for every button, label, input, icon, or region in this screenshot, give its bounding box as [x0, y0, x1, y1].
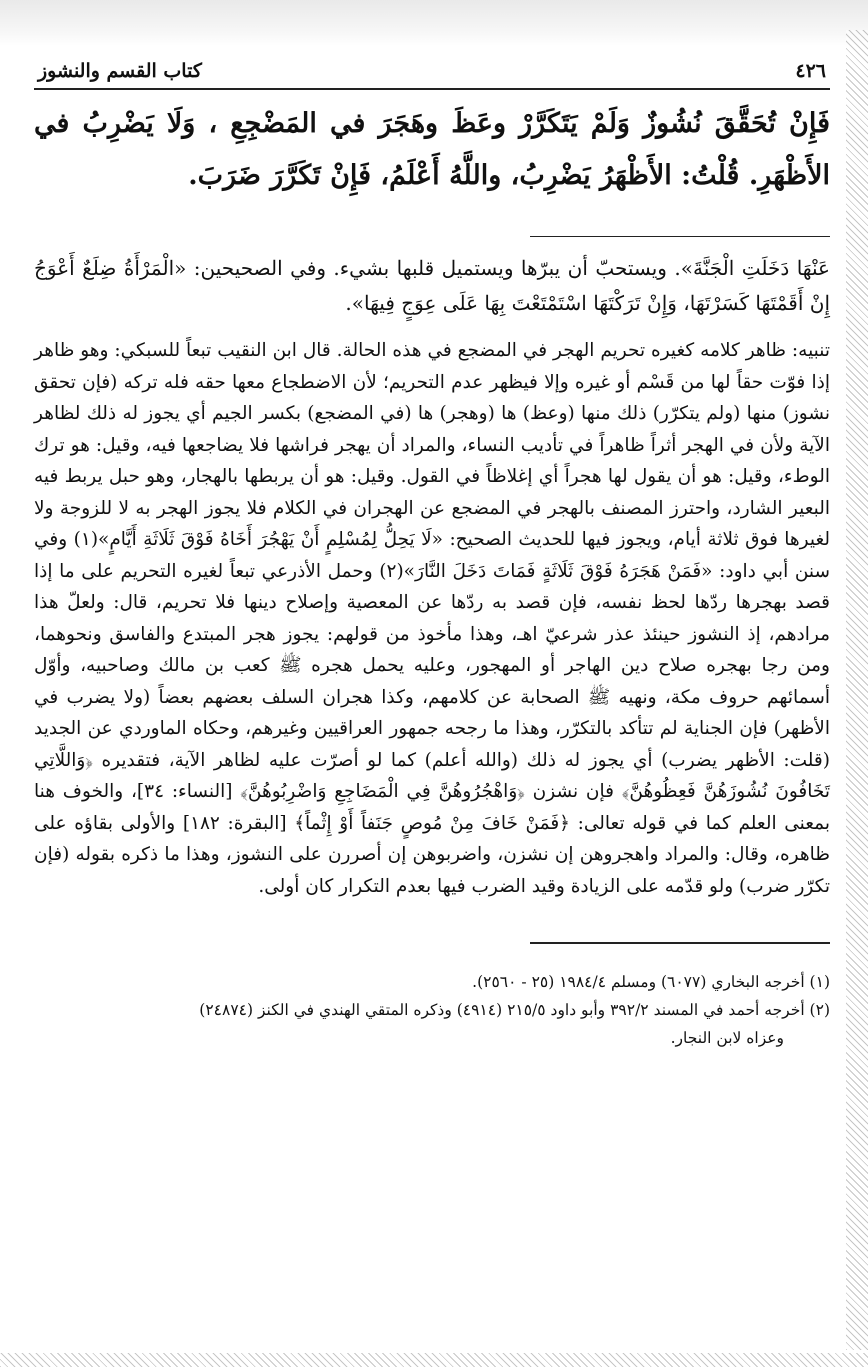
footnote-2: (٢) أخرجه أحمد في المسند ٣٩٢/٢ وأبو داود ٢١٥/٥ (٤٩١٤) وذكره المتقي الهندي في الكنز (٢٤٨٧٤) — [199, 1001, 830, 1019]
decorative-border-right — [846, 30, 868, 1350]
commentary — [34, 335, 830, 902]
footnote-1: (١) أخرجه البخاري (٦٠٧٧) ومسلم ١٩٨٤/٤ (٢٥ - ٢٥٦٠). — [472, 973, 830, 991]
matn-text: فَإِنْ تُحَقَّقَ نُشُوزٌ وَلَمْ يَتَكَرَّرْ وعَظَ وهَجَرَ في المَضْجِعِ ، وَلَا يَضْرِبُ في الأَظْهَرِ. قُلْتُ: الأَظْهَرُ يَضْرِبُ، واللَّهُ أَعْلَمُ، فَإِنْ تَكَرَّرَ ضَرَبَ. — [34, 108, 830, 191]
decorative-border-bottom — [0, 1353, 868, 1367]
page-header — [34, 58, 830, 90]
book-title: كتاب القسم والنشوز — [38, 60, 202, 82]
scan-top-edge — [0, 0, 868, 46]
commentary-paragraph: تنبيه: ظاهر كلامه كغيره تحريم الهجر في المضجع في هذه الحالة. قال ابن النقيب تبعاً للسبكي: وهو ظاهر إذا فوّت حقاً لها من قَسْم أو غيره وإلا فيظهر عدم التحريم؛ لأن الاضطجاع معها حقه فله تركه (فإن تحقق نشوز) منها (ولم يتكرّر) ذلك منها (وعظ) ها (وهجر) ها (في المضجع) بكسر الجيم أي يجوز له ذلك لظاهر الآية ولأن في الهجر أثراً ظاهراً في تأديب النساء، والمراد أن يهجر فراشها فلا يضاجعها فيه، وقيل: هو ترك الوطء، وقيل: هو أن يقول لها هجراً أي إغلاظاً في القول. وقيل: هو أن يربطها بالهجار، وهو حبل يربط فيه البعير الشارد، واحترز المصنف بالهجر في المضجع عن الهجران في الكلام فلا يجوز الهجر به لا للزوجة ولا لغيرها فوق ثلاثة أيام، ويجوز فيها للحديث الصحيح: «لَا يَحِلُّ لِمُسْلِمٍ أَنْ يَهْجُرَ أَخَاهُ فَوْقَ ثَلَاثَةِ أَيَّامٍ»(١) وفي سنن أبي داود: «فَمَنْ هَجَرَهُ فَوْقَ ثَلَاثَةٍ فَمَاتَ دَخَلَ النَّارَ»(٢) وحمل الأذرعي تبعاً لغيره التحريم على ما إذا قصد بهجرها ردّها لحظ نفسه، فإن قصد به ردّها عن المعصية وإصلاح دينها فلا تحريم، قال: ولعلّ هذا مرادهم، إذ النشوز حينئذ عذر شرعيّ اهـ، وهذا مأخوذ من قولهم: يجوز هجر المبتدع والفاسق ونحوهما، ومن رجا بهجره صلاح دين الهاجر أو المهجور، وعليه يحمل هجره ﷺ كعب بن مالك وصاحبيه، وأوّل أسمائهم حروف مكة، ونهيه ﷺ الصحابة عن كلامهم، وكذا هجران السلف بعضهم بعضاً (ولا يضرب في الأظهر) فإن الجناية لم تتأكد بالتكرّر، وهذا ما رجحه جمهور العراقيين وغيرهم، وحكاه الماوردي عن الجديد (قلت: الأظهر يضرب) أي يجوز له ذلك (والله أعلم) كما لو أصرّت عليه لظاهر الآية، فتقديره ﴿وَاللَّاتِي تَخَافُونَ نُشُوزَهُنَّ فَعِظُوهُنَّ﴾ فإن نشزن ﴿وَاهْجُرُوهُنَّ فِي الْمَضَاجِعِ وَاضْرِبُوهُنَّ﴾ [النساء: ٣٤]، والخوف هنا بمعنى العلم كما في قوله تعالى: ﴿فَمَنْ خَافَ مِنْ مُوصٍ جَنَفاً أَوْ إِثْماً﴾ [البقرة: ١٨٢] والأولى بقاؤه على ظاهره، وقال: والمراد واهجروهن إن نشزن، واضربوهن إن أصررن على النشوز، وهذا ما ذكره بقوله (فإن تكرّر ضرب) ولو قدّمه على الزيادة وقيد الضرب فيها بعدم التكرار كان أولى. — [34, 340, 831, 897]
matn-separator — [530, 236, 830, 237]
book-page — [34, 58, 830, 1052]
footnote-2-continuation: وعزاه لابن النجار. — [670, 1029, 784, 1047]
page-number: ٤٢٦ — [795, 60, 826, 82]
footnotes — [34, 968, 830, 1052]
footnote-separator — [530, 942, 830, 944]
hadith-paragraph: عَنْهَا دَخَلَتِ الْجَنَّةَ». ويستحبّ أن يبرّها ويستميل قلبها بشيء. وفي الصحيحين: «الْمَرْأَةُ ضِلَعٌ أَعْوَجُ إِنْ أَقَمْتَهَا كَسَرْتَهَا، وَإِنْ تَرَكْتَهَا اسْتَمْتَعْتَ بِهَا عَلَى عِوَجٍ فِيهَا». — [34, 256, 830, 315]
